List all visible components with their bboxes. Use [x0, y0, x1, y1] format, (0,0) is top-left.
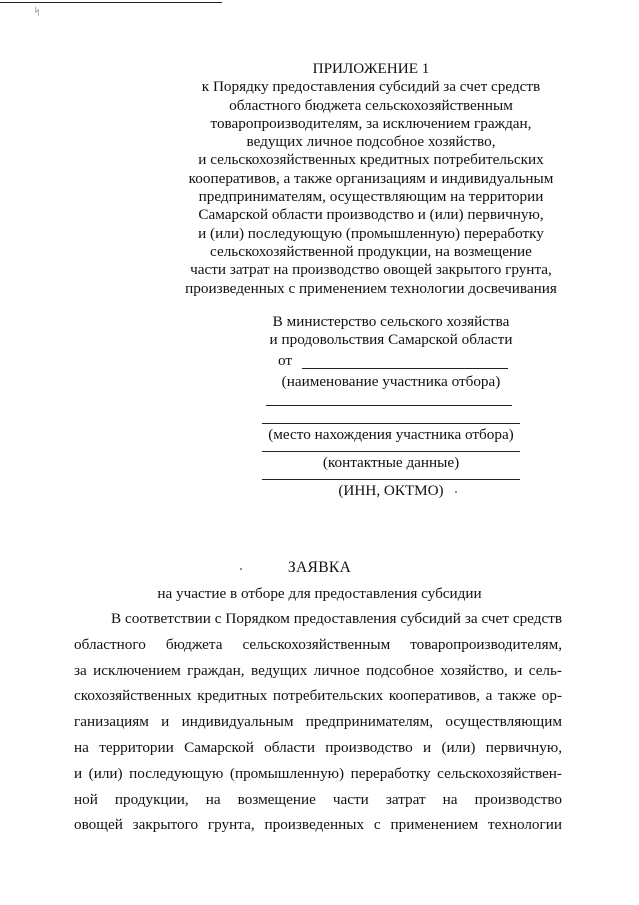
appendix-line: кооперативов, а также организациям и индивидуальным: [188, 169, 554, 187]
header-mark: ᛋ: [34, 7, 40, 18]
top-edge-rule: [0, 2, 222, 3]
appendix-line: произведенных с применением технологии досвечивания: [185, 279, 557, 297]
appendix-line: областного бюджета сельскохозяйственным: [229, 96, 513, 114]
inn-line[interactable]: [262, 479, 520, 480]
appendix-line: товаропроизводителям, за исключением граждан,: [210, 114, 532, 132]
participant-name-line[interactable]: [266, 405, 512, 406]
body-line: В соответствии с Порядком предоставления субсидий за счет средств: [111, 610, 562, 627]
scan-speck: [455, 491, 457, 493]
appendix-block: [180, 60, 562, 298]
from-field[interactable]: [262, 352, 520, 370]
appendix-line: Самарской области производство и (или) первичную,: [198, 206, 544, 224]
participant-name-caption: (наименование участника отбора): [281, 372, 501, 390]
body-line: на территории Самарской области производство и (или) первичную,: [74, 738, 562, 756]
body-line: за исключением граждан, ведущих личное подсобное хозяйство, и сель-: [74, 661, 562, 679]
contacts-line[interactable]: [262, 451, 520, 452]
scan-speck: [240, 568, 242, 570]
recipient-ministry-line: В министерство сельского хозяйства: [272, 313, 510, 330]
appendix-title: ПРИЛОЖЕНИЕ 1: [312, 60, 430, 77]
appendix-line: к Порядку предоставления субсидий за счет средств: [201, 78, 541, 96]
recipient-ministry-line: и продовольствия Самарской области: [269, 331, 513, 349]
appendix-line: и (или) последующую (промышленную) переработку: [198, 224, 544, 242]
body-line: скохозяйственных кредитных потребительских кооперативов, а также ор-: [74, 687, 562, 705]
appendix-line: и сельскохозяйственных кредитных потребительских: [198, 151, 544, 169]
appendix-line: ведущих личное подсобное хозяйство,: [246, 133, 496, 151]
recipient-block: [262, 313, 520, 501]
appendix-line: предпринимателям, осуществляющим на территории: [198, 188, 544, 206]
document-subtitle: на участие в отборе для предоставления субсидии: [157, 585, 482, 602]
document-body: [74, 606, 562, 838]
body-line: овощей закрытого грунта, произведенных с применением технологии: [74, 816, 562, 834]
body-line: областного бюджета сельскохозяйственным товаропроизводителям,: [74, 635, 562, 653]
contacts-caption: (контактные данные): [322, 454, 460, 472]
body-line: ганизациям и индивидуальным предпринимателям, осуществляющим: [74, 713, 562, 731]
location-caption: (место нахождения участника отбора): [268, 425, 514, 443]
document-title: ЗАЯВКА: [287, 559, 352, 576]
inn-caption: (ИНН, ОКТМО): [338, 482, 444, 500]
appendix-line: сельскохозяйственной продукции, на возмещение: [210, 242, 532, 260]
location-line[interactable]: [262, 423, 520, 424]
body-line: и (или) последующую (промышленную) переработку сельскохозяйствен-: [74, 764, 562, 782]
appendix-line: части затрат на производство овощей закрытого грунта,: [190, 261, 552, 279]
body-line: ной продукции, на возмещение части затрат на производство: [74, 790, 562, 808]
from-underline: [302, 368, 508, 369]
from-label: от: [278, 351, 293, 369]
